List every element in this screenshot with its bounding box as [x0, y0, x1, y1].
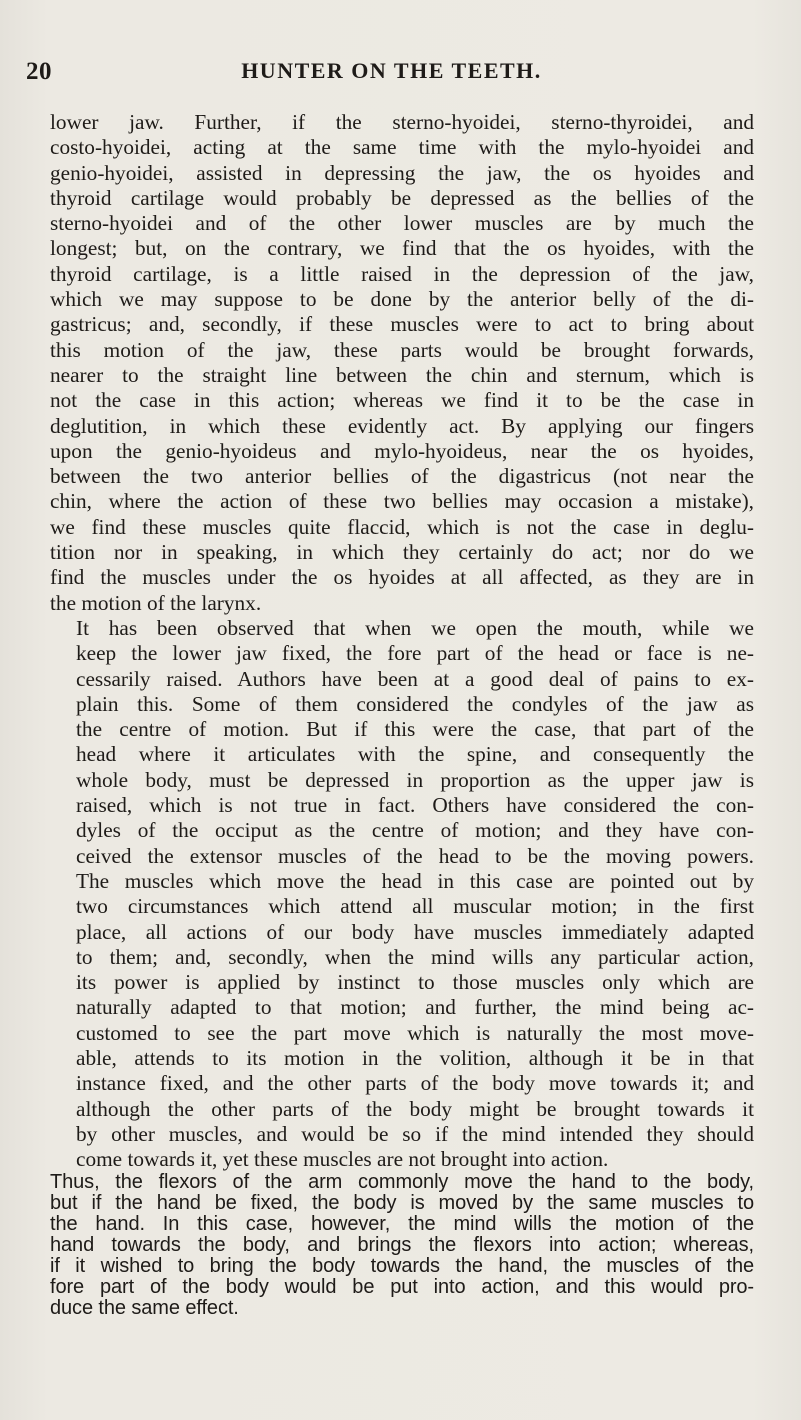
text-line: keep the lower jaw fixed, the fore part of the head or face is ne- [76, 641, 754, 666]
text-line: find the muscles under the os hyoides at all affected, as they are in [50, 565, 754, 590]
text-line: dyles of the occiput as the centre of motion; and they have con- [76, 818, 754, 843]
text-line: It has been observed that when we open the mouth, while we [76, 615, 754, 640]
text-line: customed to see the part move which is naturally the most move- [76, 1020, 754, 1045]
text-line: upon the genio-hyoideus and mylo-hyoideus, near the os hyoides, [50, 438, 754, 463]
running-head: HUNTER ON THE TEETH. [241, 58, 542, 83]
text-line: its power is applied by instinct to those muscles only which are [76, 970, 754, 995]
page-number: 20 [26, 58, 52, 85]
text-line: nearer to the straight line between the chin and sternum, which is [50, 362, 754, 387]
text-line: come towards it, yet these muscles are not brought into action. [76, 1147, 609, 1172]
text-line: we find these muscles quite flaccid, which is not the case in deglu- [50, 514, 754, 539]
text-line: not the case in this action; whereas we find it to be the case in [50, 388, 754, 413]
text-line: raised, which is not true in fact. Others have considered the con- [76, 793, 754, 818]
body-text [50, 110, 754, 1319]
text-line: two circumstances which attend all muscular motion; in the first [76, 894, 754, 919]
text-line: thyroid cartilage would probably be depressed as the bellies of the [50, 185, 754, 210]
text-line: hand towards the body, and brings the flexors into action; whereas, [50, 1234, 754, 1257]
text-line: this motion of the jaw, these parts would be brought forwards, [50, 337, 754, 362]
text-line: genio-hyoidei, assisted in depressing the jaw, the os hyoides and [50, 160, 754, 185]
text-line: The muscles which move the head in this case are pointed out by [76, 868, 754, 893]
text-line: the hand. In this case, however, the mind wills the motion of the [50, 1213, 754, 1236]
paragraph [50, 1172, 754, 1318]
text-line: place, all actions of our body have muscles immediately adapted [76, 919, 754, 944]
text-line: although the other parts of the body might be brought towards it [76, 1096, 754, 1121]
text-line: naturally adapted to that motion; and further, the mind being ac- [76, 995, 754, 1020]
text-line: duce the same effect. [50, 1296, 239, 1319]
text-line: deglutition, in which these evidently act. By applying our fingers [50, 413, 754, 438]
text-line: the centre of motion. But if this were the case, that part of the [76, 717, 754, 742]
text-line: chin, where the action of these two bellies may occasion a mistake), [50, 489, 754, 514]
text-line: instance fixed, and the other parts of the body move towards it; and [76, 1071, 754, 1096]
text-line: but if the hand be fixed, the body is moved by the same muscles to [50, 1192, 754, 1215]
text-line: if it wished to bring the body towards the hand, the muscles of the [50, 1255, 754, 1278]
text-line: sterno-hyoidei and of the other lower muscles are by much the [50, 211, 754, 236]
paragraph [50, 616, 754, 1173]
text-line: Thus, the flexors of the arm commonly move the hand to the body, [50, 1171, 754, 1194]
text-line: by other muscles, and would be so if the mind intended they should [76, 1121, 754, 1146]
text-line: able, attends to its motion in the volition, although it be in that [76, 1045, 754, 1070]
text-line: ceived the extensor muscles of the head to be the moving powers. [76, 843, 754, 868]
text-line: cessarily raised. Authors have been at a good deal of pains to ex- [76, 666, 754, 691]
text-line: whole body, must be depressed in proportion as the upper jaw is [76, 767, 754, 792]
text-line: lower jaw. Further, if the sterno-hyoidei, sterno-thyroidei, and [50, 110, 754, 134]
text-line: longest; but, on the contrary, we find that the os hyoides, with the [50, 236, 754, 261]
text-line: tition nor in speaking, in which they certainly do act; nor do we [50, 540, 754, 565]
text-line: gastricus; and, secondly, if these muscles were to act to bring about [50, 312, 754, 337]
text-line: the motion of the larynx. [50, 590, 262, 615]
text-line: to them; and, secondly, when the mind wills any particular action, [76, 944, 754, 969]
text-line: thyroid cartilage, is a little raised in the depression of the jaw, [50, 261, 754, 286]
text-line: between the two anterior bellies of the digastricus (not near the [50, 464, 754, 489]
paragraph [50, 110, 754, 616]
text-line: head where it articulates with the spine, and consequently the [76, 742, 754, 767]
text-line: plain this. Some of them considered the condyles of the jaw as [76, 691, 754, 716]
text-line: costo-hyoidei, acting at the same time with the mylo-hyoidei and [50, 135, 754, 160]
text-line: which we may suppose to be done by the anterior belly of the di- [50, 287, 754, 312]
page-header [26, 58, 757, 98]
text-line: fore part of the body would be put into action, and this would pro- [50, 1276, 754, 1298]
